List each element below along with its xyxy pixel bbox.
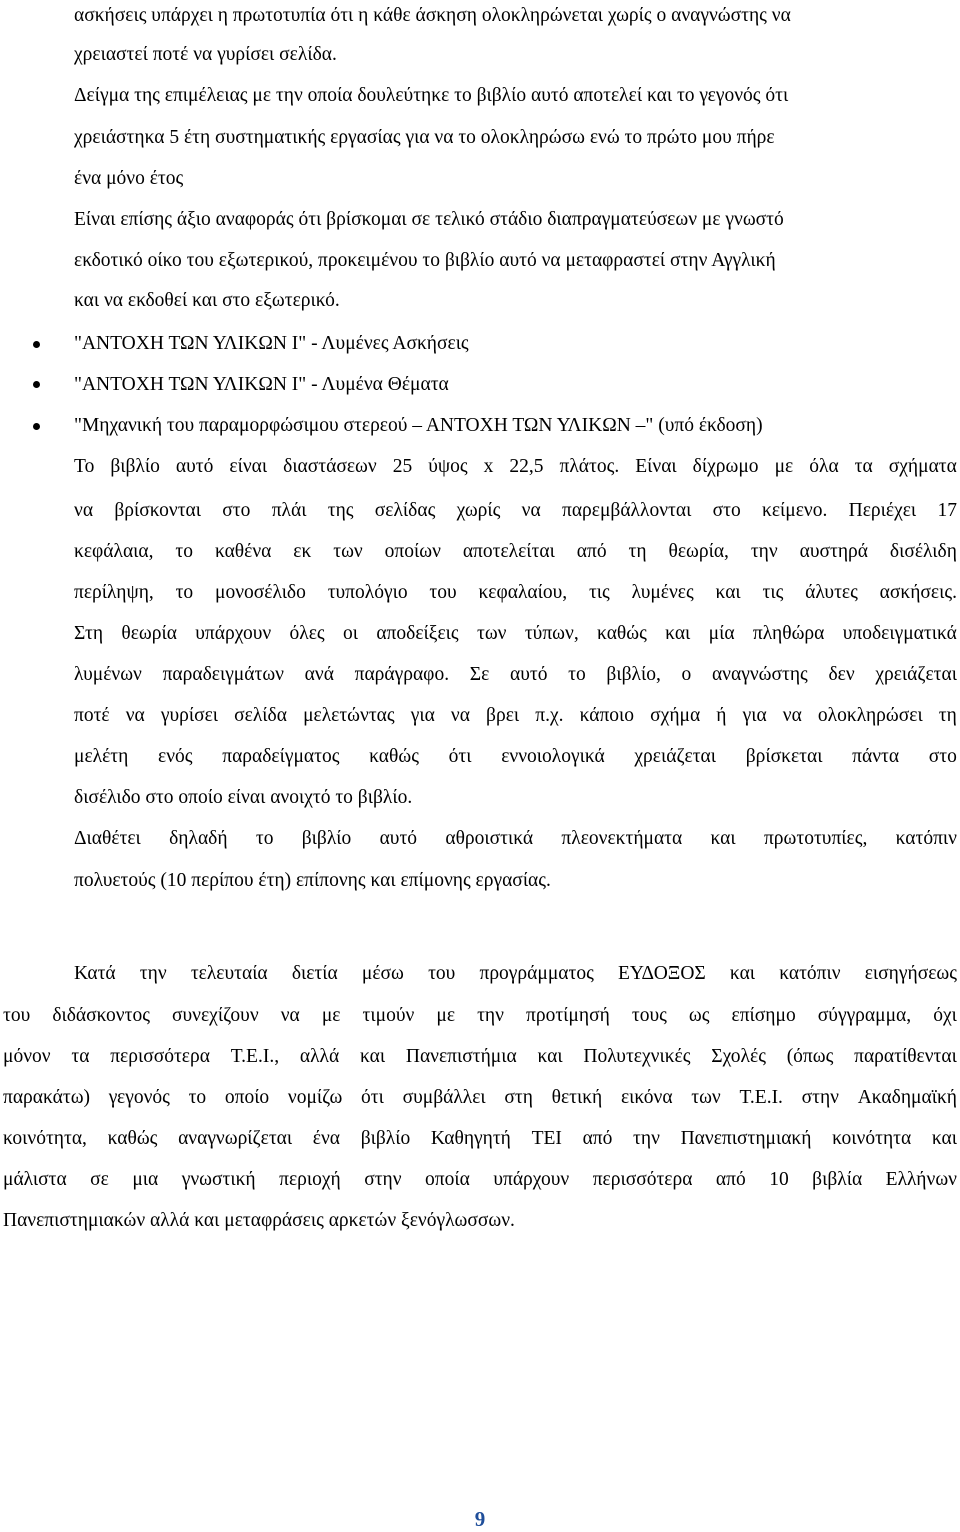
bullet-icon bbox=[33, 381, 40, 388]
word: βιβλία bbox=[812, 1169, 863, 1190]
word: μάλιστα bbox=[3, 1169, 67, 1190]
word: κείμενο. bbox=[762, 500, 828, 521]
word: πλάτος. bbox=[559, 456, 620, 477]
word: σελίδα bbox=[234, 705, 287, 726]
word: παραδειγμάτων bbox=[162, 664, 284, 685]
word: αλλά bbox=[299, 1046, 340, 1067]
word: οποίο bbox=[224, 1087, 270, 1108]
word: παρεμβάλλονται bbox=[561, 500, 692, 521]
word: τη bbox=[938, 705, 957, 726]
word: τις bbox=[762, 582, 784, 603]
word: αυτό bbox=[509, 664, 548, 685]
word: Το bbox=[74, 456, 95, 477]
word: μελετώντας bbox=[303, 705, 395, 726]
word: κοινότητα bbox=[832, 1128, 912, 1149]
word: και bbox=[710, 828, 736, 849]
word: το bbox=[568, 664, 586, 685]
word: στο bbox=[712, 500, 741, 521]
word: τυπολόγιο bbox=[327, 582, 408, 603]
word: επίσημο bbox=[731, 1005, 796, 1026]
text-line: δισέλιδο στο οποίο είναι ανοιχτό το βιβλίο. bbox=[74, 787, 413, 808]
word: Ελλήνων bbox=[885, 1169, 957, 1190]
word: εννοιολογικά bbox=[501, 746, 605, 767]
word: σε bbox=[90, 1169, 109, 1190]
text-line-justified bbox=[74, 581, 957, 605]
word: κεφαλαίου, bbox=[478, 582, 568, 603]
word: και bbox=[931, 1128, 957, 1149]
word: αποδείξεις bbox=[376, 623, 459, 644]
word: προγράμματος bbox=[479, 963, 594, 984]
word: ότι bbox=[361, 1087, 384, 1108]
word: Καθηγητή bbox=[430, 1128, 511, 1149]
bullet-icon bbox=[33, 341, 40, 348]
text-line-justified bbox=[74, 499, 957, 523]
word: αυτό bbox=[175, 456, 214, 477]
word: ΤΕΙ bbox=[531, 1128, 562, 1149]
word: Σε bbox=[469, 664, 490, 685]
word: των bbox=[333, 541, 363, 562]
word: μονοσέλιδο bbox=[215, 582, 306, 603]
page-number: 9 bbox=[474, 1507, 486, 1531]
word: την bbox=[750, 541, 778, 562]
word: των bbox=[691, 1087, 721, 1108]
word: το bbox=[175, 582, 194, 603]
text-line-justified bbox=[3, 1004, 957, 1028]
word: τις bbox=[588, 582, 610, 603]
word: βιβλίο, bbox=[606, 664, 661, 685]
word: τα bbox=[854, 456, 873, 477]
word: βιβλίο bbox=[301, 828, 352, 849]
word: π.χ. bbox=[535, 705, 564, 726]
word: το bbox=[175, 541, 194, 562]
word: βρίσκονται bbox=[114, 500, 202, 521]
word: λυμένων bbox=[74, 664, 142, 685]
word: στο bbox=[222, 500, 251, 521]
text-line-justified bbox=[74, 745, 957, 769]
word: από bbox=[715, 1169, 746, 1190]
word: γυρίσει bbox=[160, 705, 219, 726]
word: ο bbox=[681, 664, 692, 685]
word: αναγνωρίζεται bbox=[178, 1128, 293, 1149]
word: Στη bbox=[74, 623, 104, 644]
word: συμβάλλει bbox=[402, 1087, 486, 1108]
list-item: "Μηχανική του παραμορφώσιμου στερεού – ΑΝΤΟΧΗ ΤΩΝ ΥΛΙΚΩΝ –" (υπό έκδοση) bbox=[74, 415, 763, 436]
word: γνωστική bbox=[181, 1169, 256, 1190]
word: Τ.Ε.Ι. bbox=[739, 1087, 783, 1108]
word: χωρίς bbox=[456, 500, 501, 521]
word: καθώς bbox=[107, 1128, 158, 1149]
word: μελέτη bbox=[74, 746, 129, 767]
word: Πανεπιστημιακή bbox=[680, 1128, 812, 1149]
text-line-justified bbox=[74, 704, 957, 728]
word: χρειάζεται bbox=[634, 746, 717, 767]
word: ενός bbox=[158, 746, 193, 767]
word: Είναι bbox=[635, 456, 677, 477]
word: υπάρχουν bbox=[493, 1169, 570, 1190]
word: αυτό bbox=[379, 828, 418, 849]
word: Κατά bbox=[74, 963, 116, 984]
word: ΕΥΔΟΞΟΣ bbox=[617, 963, 706, 984]
word: τελευταία bbox=[190, 963, 268, 984]
word: μια bbox=[132, 1169, 159, 1190]
text-line: χρειάστηκα 5 έτη συστηματικής εργασίας για να το ολοκληρώσω ενώ το πρώτο μου πήρε bbox=[74, 127, 775, 148]
word: με bbox=[321, 1005, 341, 1026]
word: και bbox=[729, 963, 756, 984]
word: και bbox=[715, 582, 741, 603]
word: εκ bbox=[293, 541, 312, 562]
word: ότι bbox=[448, 746, 472, 767]
word: ασκήσεις. bbox=[879, 582, 957, 603]
word: κατόπιν bbox=[895, 828, 957, 849]
word: θεωρία bbox=[121, 623, 177, 644]
word: στη bbox=[504, 1087, 533, 1108]
word: ή bbox=[716, 705, 727, 726]
word: τιμούν bbox=[362, 1005, 415, 1026]
word: ολοκληρώσει bbox=[817, 705, 923, 726]
word: εικόνα bbox=[620, 1087, 673, 1108]
text-line: Πανεπιστημιακών αλλά και μεταφράσεις αρκετών ξενόγλωσσων. bbox=[3, 1210, 515, 1231]
word: να bbox=[521, 500, 541, 521]
word: διαστάσεων bbox=[283, 456, 377, 477]
text-line: εκδοτικό οίκο του εξωτερικού, προκειμένου το βιβλίο αυτό να μεταφραστεί στην Αγγλική bbox=[74, 250, 776, 271]
word: περιοχή bbox=[279, 1169, 341, 1190]
word: όχι bbox=[933, 1005, 957, 1026]
word: είναι bbox=[229, 456, 268, 477]
word: οποία bbox=[425, 1169, 470, 1190]
word: πλεονεκτήματα bbox=[561, 828, 683, 849]
word: περισσότερα bbox=[592, 1169, 693, 1190]
word: αυστηρά bbox=[799, 541, 868, 562]
word: όλες bbox=[289, 623, 325, 644]
word: άλυτες bbox=[805, 582, 858, 603]
word: σύγγραμμα, bbox=[817, 1005, 912, 1026]
word: την bbox=[477, 1005, 504, 1026]
word: διετία bbox=[291, 963, 338, 984]
word: (όπως bbox=[786, 1046, 834, 1067]
text-line: και να εκδοθεί και στο εξωτερικό. bbox=[74, 290, 340, 311]
text-line-justified bbox=[3, 1045, 957, 1069]
word: σχήμα bbox=[650, 705, 701, 726]
word: και bbox=[359, 1046, 386, 1067]
word: της bbox=[327, 500, 354, 521]
word: γεγονός bbox=[108, 1087, 170, 1108]
word: να bbox=[125, 705, 145, 726]
word: βρει bbox=[486, 705, 520, 726]
word: λυμένες bbox=[631, 582, 694, 603]
text-line-justified bbox=[74, 455, 957, 479]
word: να bbox=[74, 500, 94, 521]
word: στην bbox=[801, 1087, 839, 1108]
word: την bbox=[139, 963, 167, 984]
word: κατόπιν bbox=[779, 963, 841, 984]
word: συνεχίζουν bbox=[172, 1005, 259, 1026]
word: πρωτοτυπίες, bbox=[763, 828, 868, 849]
word: ποτέ bbox=[74, 705, 110, 726]
text-line-justified bbox=[3, 1127, 957, 1151]
word: να bbox=[280, 1005, 300, 1026]
text-line-justified bbox=[74, 663, 957, 687]
word: δεν bbox=[828, 664, 855, 685]
word: παράγραφο. bbox=[354, 664, 450, 685]
word: να bbox=[450, 705, 470, 726]
word: Σχολές bbox=[711, 1046, 766, 1067]
word: του bbox=[428, 963, 456, 984]
word: βιβλίο bbox=[360, 1128, 411, 1149]
word: ύψος bbox=[428, 456, 468, 477]
word: αναγνώστης bbox=[711, 664, 808, 685]
word: θετική bbox=[551, 1087, 603, 1108]
word: δισέλιδη bbox=[889, 541, 957, 562]
word: πλάι bbox=[271, 500, 307, 521]
word: σχήματα bbox=[888, 456, 957, 477]
word: τους bbox=[631, 1005, 667, 1026]
word: 22,5 bbox=[509, 456, 544, 477]
word: προτίμησή bbox=[526, 1005, 610, 1026]
word: 17 bbox=[937, 500, 957, 521]
word: το bbox=[255, 828, 274, 849]
word: κάποιο bbox=[579, 705, 635, 726]
word: χρειάζεται bbox=[875, 664, 957, 685]
word: μέσω bbox=[361, 963, 404, 984]
word: βιβλίο bbox=[110, 456, 160, 477]
word: πληθώρα bbox=[752, 623, 825, 644]
list-item: "ΑΝΤΟΧΗ ΤΩΝ ΥΛΙΚΩΝ Ι" - Λυμένα Θέματα bbox=[74, 374, 449, 395]
word: καθώς bbox=[597, 623, 647, 644]
text-line-justified bbox=[3, 1168, 957, 1192]
word: και bbox=[537, 1046, 563, 1067]
word: καθώς bbox=[369, 746, 419, 767]
word: μόνον bbox=[3, 1046, 51, 1067]
text-line: Είναι επίσης άξιο αναφοράς ότι βρίσκομαι σε τελικό στάδιο διαπραγματεύσεων με γνωστό bbox=[74, 209, 784, 230]
word: το bbox=[188, 1087, 207, 1108]
word: εισηγήσεως bbox=[864, 963, 957, 984]
word: περίληψη, bbox=[74, 582, 154, 603]
word: του bbox=[3, 1005, 31, 1026]
word: υποδειγματικά bbox=[842, 623, 957, 644]
text-line-justified bbox=[74, 540, 957, 564]
word: Πανεπιστήμια bbox=[405, 1046, 517, 1067]
word: με bbox=[774, 456, 794, 477]
word: ένα bbox=[312, 1128, 341, 1149]
word: οποίων bbox=[384, 541, 441, 562]
text-line-justified bbox=[74, 962, 957, 986]
word: 10 bbox=[769, 1169, 789, 1190]
word: x bbox=[483, 456, 494, 477]
word: αθροιστικά bbox=[445, 828, 534, 849]
text-line-justified bbox=[74, 622, 957, 646]
word: για bbox=[410, 705, 435, 726]
text-line: χρειαστεί ποτέ να γυρίσει σελίδα. bbox=[74, 44, 337, 65]
word: δηλαδή bbox=[169, 828, 228, 849]
text-line: ασκήσεις υπάρχει η πρωτοτυπία ότι η κάθε άσκηση ολοκληρώνεται χωρίς ο αναγνώστης να bbox=[74, 5, 791, 26]
word: με bbox=[436, 1005, 456, 1026]
word: τύπων, bbox=[524, 623, 579, 644]
word: οι bbox=[343, 623, 358, 644]
word: πάντα bbox=[852, 746, 900, 767]
word: παρακάτω) bbox=[3, 1087, 91, 1108]
word: Πολυτεχνικές bbox=[583, 1046, 691, 1067]
word: Τ.Ε.Ι., bbox=[230, 1046, 280, 1067]
list-item: "ΑΝΤΟΧΗ ΤΩΝ ΥΛΙΚΩΝ Ι" - Λυμένες Ασκήσεις bbox=[74, 333, 469, 354]
word: σελίδας bbox=[374, 500, 436, 521]
word: από bbox=[576, 541, 607, 562]
word: παρατίθενται bbox=[854, 1046, 957, 1067]
word: τη bbox=[628, 541, 647, 562]
text-line: ένα μόνο έτος bbox=[74, 168, 184, 189]
word: παραδείγματος bbox=[222, 746, 340, 767]
word: μία bbox=[708, 623, 735, 644]
bullet-icon bbox=[33, 423, 40, 430]
word: όλα bbox=[809, 456, 839, 477]
word: ως bbox=[688, 1005, 710, 1026]
text-line-justified bbox=[3, 1086, 957, 1110]
word: από bbox=[582, 1128, 613, 1149]
text-line: Δείγμα της επιμέλειας με την οποία δουλεύτηκε το βιβλίο αυτό αποτελεί και το γεγονός ότι bbox=[74, 85, 789, 106]
word: την bbox=[633, 1128, 660, 1149]
word: των bbox=[476, 623, 507, 644]
word: στο bbox=[928, 746, 957, 767]
word: 25 bbox=[392, 456, 413, 477]
word: καθένα bbox=[214, 541, 272, 562]
word: αποτελείται bbox=[462, 541, 555, 562]
word: περισσότερα bbox=[110, 1046, 210, 1067]
word: Διαθέτει bbox=[74, 828, 141, 849]
word: και bbox=[665, 623, 691, 644]
word: Περιέχει bbox=[848, 500, 917, 521]
word: βρίσκεται bbox=[745, 746, 823, 767]
word: θεωρία, bbox=[668, 541, 729, 562]
text-line-justified bbox=[74, 827, 957, 851]
word: ανά bbox=[304, 664, 334, 685]
word: κεφάλαια, bbox=[74, 541, 154, 562]
word: διδάσκοντος bbox=[52, 1005, 150, 1026]
word: νομίζω bbox=[287, 1087, 343, 1108]
text-line: πολυετούς (10 περίπου έτη) επίπονης και επίμονης εργασίας. bbox=[74, 870, 551, 891]
word: του bbox=[429, 582, 457, 603]
word: Ακαδημαϊκή bbox=[857, 1087, 957, 1108]
word: υπάρχουν bbox=[195, 623, 272, 644]
word: δίχρωμο bbox=[692, 456, 759, 477]
word: να bbox=[782, 705, 802, 726]
word: για bbox=[742, 705, 767, 726]
word: κοινότητα, bbox=[3, 1128, 87, 1149]
word: στην bbox=[364, 1169, 402, 1190]
word: τα bbox=[71, 1046, 90, 1067]
